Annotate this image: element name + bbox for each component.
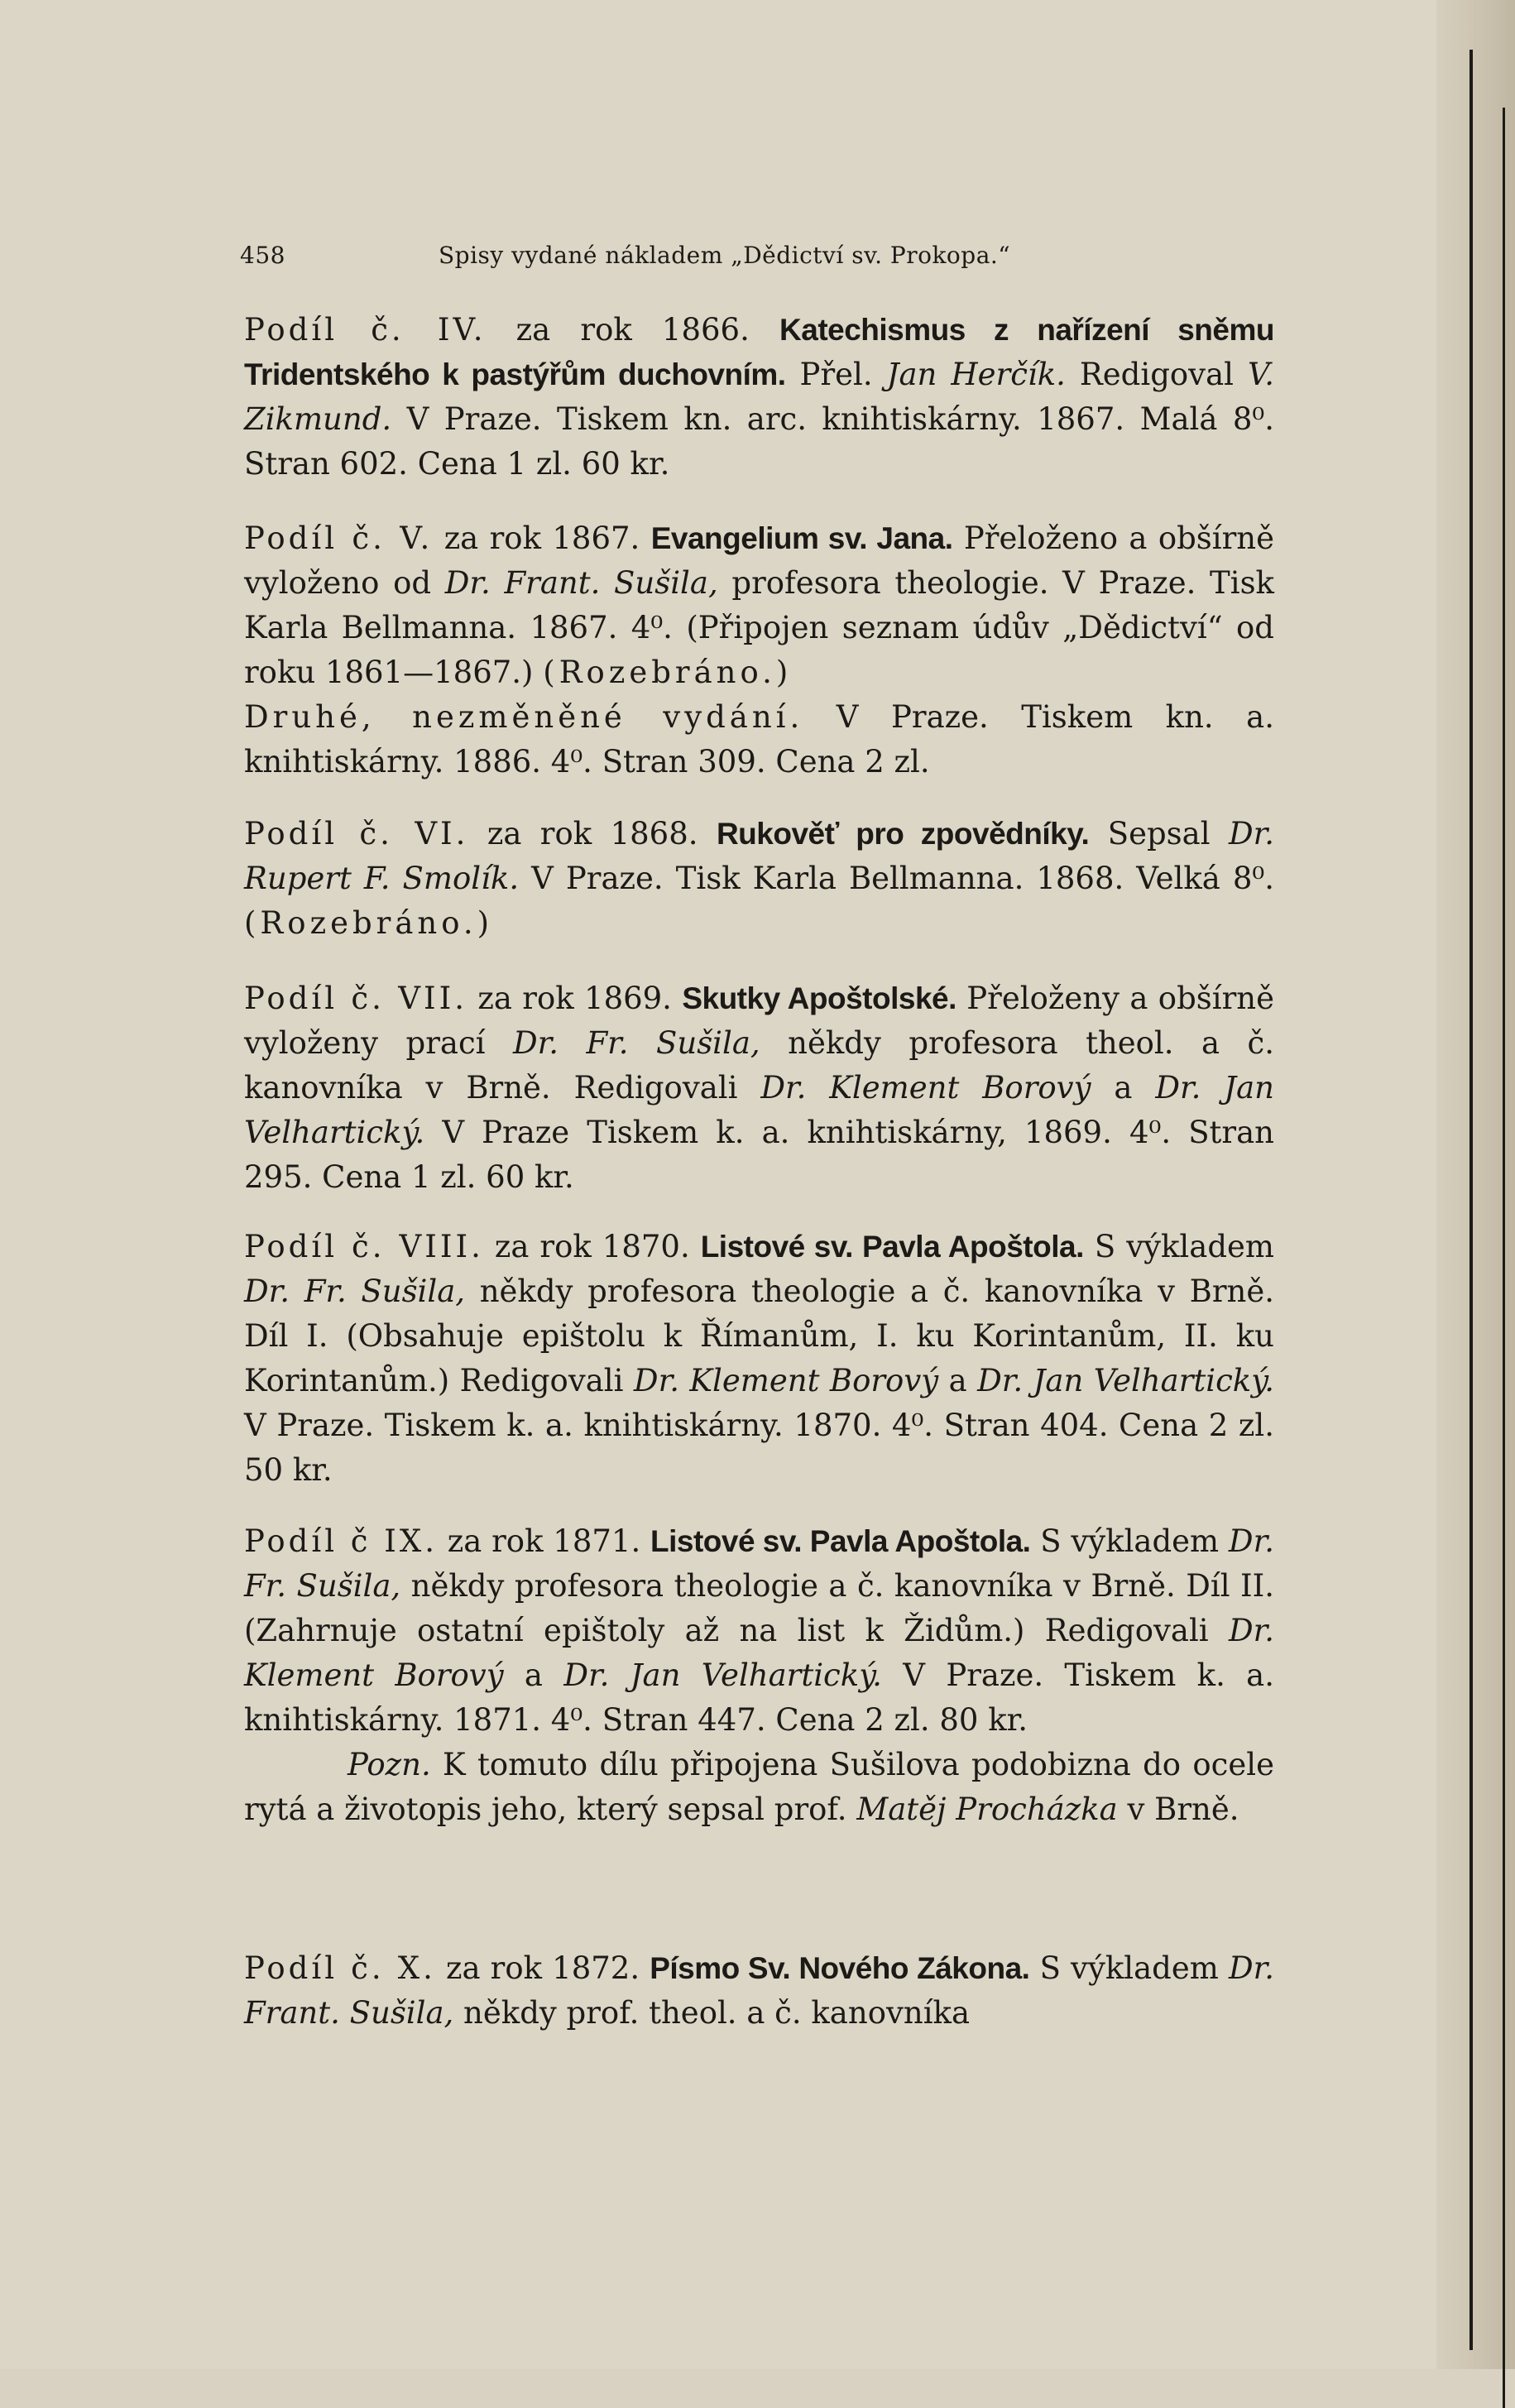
page-number: 458 (240, 242, 285, 269)
entry-author: Dr. Fr. Sušila, (244, 1274, 466, 1309)
entry-text: a (938, 1363, 978, 1398)
entry-text: Redigoval (1065, 357, 1248, 392)
entry-label: Podíl č. VI. (244, 816, 469, 851)
entry-author: Jan Herčík. (886, 357, 1066, 392)
entry-text: někdy prof. theol. a č. kanovníka (453, 1995, 971, 2031)
entry-text: V Praze. Tiskem kn. a. knihtiskárny. 1886. 4⁰. Stran 309. Cena 2 zl. (244, 699, 1274, 779)
entry-label: Podíl č. X. (244, 1950, 436, 1986)
entry-text: Přeloženy a obšírně vyloženy prací (244, 981, 1274, 1061)
note-text: K tomuto dílu připojena Sušilova podobizna do ocele rytá a životopis jeho, který sepsal prof. (244, 1747, 1274, 1827)
entry-text: a (503, 1657, 564, 1693)
entry-title: Evangelium sv. Jana. (650, 521, 953, 555)
entry-editor: Dr. Jan Velhartický. (977, 1363, 1274, 1398)
entry-text: a (1091, 1070, 1156, 1106)
entry-text: profesora theologie. V Praze. Tisk Karla Bellmanna. 1867. 4⁰. (Připojen seznam údův „Dědictví“ od roku 1861—1867.) (244, 565, 1274, 690)
entry-title: Písmo Sv. Nového Zákona. (650, 1951, 1030, 1985)
entry-podil-iv (244, 308, 1274, 487)
entry-podil-viii (244, 1225, 1274, 1493)
entry-text: S výkladem (1029, 1950, 1229, 1986)
entry-label: Podíl č. VIII. (244, 1229, 484, 1264)
entry-label: Podíl č. V. (244, 520, 434, 556)
entry-podil-vii (244, 976, 1274, 1200)
entry-podil-ix (244, 1519, 1274, 1832)
entry-editor: Dr. Klement Borový (633, 1363, 939, 1398)
entry-year: za rok 1867. (443, 520, 640, 556)
running-title: Spisy vydané nákladem „Dědictví sv. Prokopa.“ (439, 242, 1011, 269)
entry-note (244, 1743, 1274, 1832)
entry-author: Dr. Fr. Sušila, (244, 1523, 1274, 1604)
entry-year: za rok 1869. (477, 981, 672, 1016)
entry-title: Listové sv. Pavla Apoštola. (650, 1524, 1031, 1558)
note-text: v Brně. (1117, 1792, 1239, 1827)
entry-text: někdy profesora theologie a č. kanovníka v Brně. Díl II. (Zahrnuje ostatní epištoly až na list k Židům.) Redigovali (244, 1568, 1275, 1648)
entry-editor: Dr. Jan Velhartický. (244, 1070, 1274, 1150)
entry-text: někdy profesora theologie a č. kanovníka v Brně. Díl I. (Obsahuje epištolu k Římanům, I. ku Korintanům, II. ku Korintanům.) Redigovali (244, 1274, 1274, 1398)
entry-text: V Praze. Tiskem k. a. knihtiskárny. 1871. 4⁰. Stran 447. Cena 2 zl. 80 kr. (244, 1657, 1274, 1738)
sold-out-note: (Rozebráno.) (244, 905, 494, 941)
sold-out-note: (Rozebráno.) (543, 655, 793, 690)
entry-author: Dr. Frant. Sušila, (444, 565, 718, 601)
entry-year: za rok 1868. (487, 816, 698, 851)
entry-text: Přel. (785, 357, 887, 392)
entry-label: Podíl č. VII. (244, 981, 467, 1016)
page-edge-line-outer (1503, 108, 1505, 2408)
entry-author: Dr. Fr. Sušila, (512, 1025, 760, 1061)
entry-author: Dr. Rupert F. Smolík. (244, 816, 1274, 896)
entry-podil-v (244, 516, 1274, 784)
entry-year: za rok 1872. (445, 1950, 640, 1986)
entry-podil-x (244, 1946, 1274, 2036)
entry-title: Skutky Apoštolské. (682, 981, 956, 1015)
entry-podil-vi (244, 812, 1274, 946)
entry-author: Dr. Frant. Sušila, (244, 1950, 1275, 2031)
entry-editor: V. Zikmund. (244, 357, 1274, 437)
entry-text: V Praze Tiskem k. a. knihtiskárny, 1869. 4⁰. Stran 295. Cena 1 zl. 60 kr. (244, 1115, 1274, 1195)
entry-editor: Dr. Jan Velhartický. (563, 1657, 882, 1693)
second-edition (244, 695, 1274, 784)
edition-label: Druhé, nezměněné vydání. (244, 699, 804, 735)
entry-text: V Praze. Tisk Karla Bellmanna. 1868. Velká 8⁰. (519, 861, 1274, 896)
entry-year: za rok 1871. (447, 1523, 641, 1559)
entry-text: V Praze. Tiskem k. a. knihtiskárny. 1870. 4⁰. Stran 404. Cena 2 zl. 50 kr. (244, 1408, 1274, 1488)
note-author: Matěj Procházka (856, 1792, 1118, 1827)
entry-text: někdy profesora theol. a č. kanovníka v Brně. Redigovali (244, 1025, 1275, 1106)
entry-year: za rok 1870. (494, 1229, 690, 1264)
entry-label: Podíl č IX. (244, 1523, 439, 1559)
entry-title: Listové sv. Pavla Apoštola. (700, 1230, 1084, 1264)
note-label: Pozn. (348, 1747, 431, 1782)
entry-text: Sepsal (1089, 816, 1229, 851)
entry-label: Podíl č. IV. (244, 312, 487, 348)
entry-title: Rukověť pro zpovědníky. (716, 817, 1090, 851)
entry-text: S výkladem (1083, 1229, 1274, 1264)
page-edge-line (1469, 50, 1473, 2350)
entry-title: Katechismus z nařízení sněmu Tridentského k pastýřům duchovním. (244, 313, 1274, 391)
entry-text: Přeloženo a obšírně vyloženo od (244, 520, 1275, 601)
entry-editor: Dr. Klement Borový (760, 1070, 1091, 1106)
entry-text: S výkladem (1030, 1523, 1229, 1559)
entry-text: V Praze. Tiskem kn. arc. knihtiskárny. 1867. Malá 8⁰. Stran 602. Cena 1 zl. 60 kr. (244, 401, 1274, 482)
entry-year: za rok 1866. (515, 312, 750, 348)
entry-editor: Dr. Klement Borový (244, 1613, 1274, 1693)
